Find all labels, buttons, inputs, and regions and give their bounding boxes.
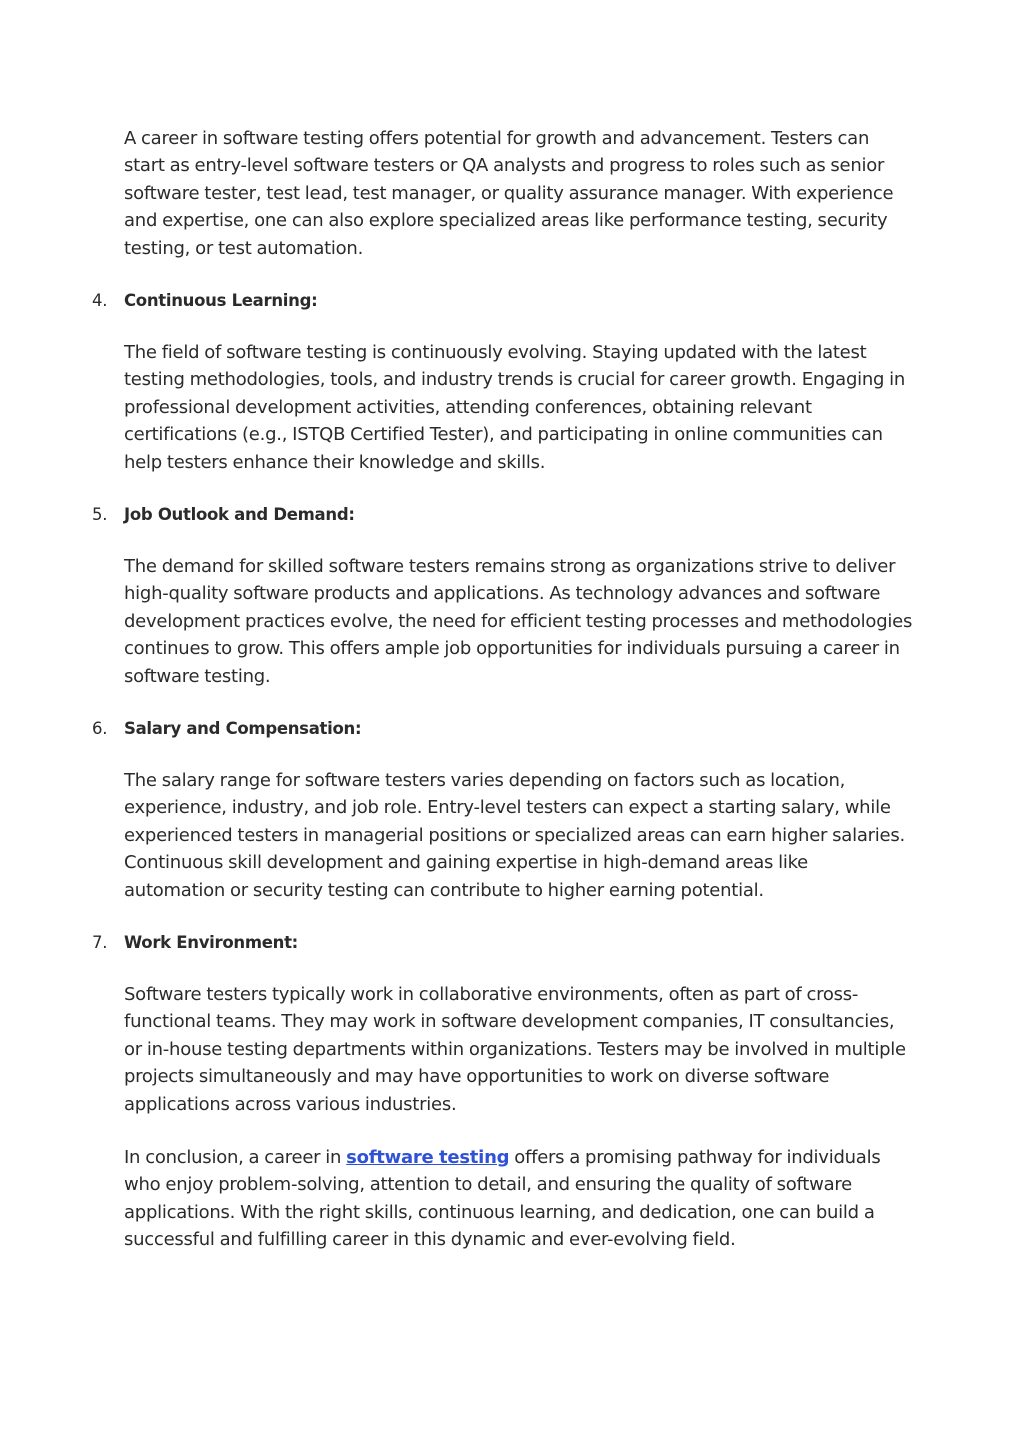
section-title: Job Outlook and Demand: (124, 505, 355, 524)
conclusion-text-before: In conclusion, a career in (124, 1147, 347, 1168)
section-heading-continuous-learning (92, 290, 912, 312)
section-number: 7. (92, 933, 108, 952)
section-title: Salary and Compensation: (124, 719, 362, 738)
section-body-work-environment: Software testers typically work in collaborative environments, often as part of cross-functional teams. They may work in software development companies, IT consultancies, or in-house testing departments within organizations. Testers may be involved in multiple projects simultaneously and may have opportunities to work on diverse software applications across various industries. (124, 984, 906, 1115)
software-testing-link[interactable]: software testing (346, 1147, 510, 1168)
section-title: Continuous Learning: (124, 291, 318, 310)
section-title: Work Environment: (124, 933, 298, 952)
section-number: 4. (92, 291, 108, 310)
conclusion-text-after: offers a promising pathway for individuals who enjoy problem-solving, attention to detail, and ensuring the quality of software applications. With the right skills, continuous learning, and dedication, one can build a successful and fulfilling career in this dynamic and ever-evolving field. (124, 1147, 881, 1251)
section-body-job-outlook: The demand for skilled software testers remains strong as organizations strive to deliver high-quality software products and applications. As technology advances and software development practices evolve, the need for efficient testing processes and methodologies continues to grow. This offers ample job opportunities for individuals pursuing a career in software testing. (124, 556, 913, 687)
section-number: 5. (92, 505, 108, 524)
section-heading-work-environment (92, 932, 912, 954)
section-body-salary: The salary range for software testers varies depending on factors such as location, experience, industry, and job role. Entry-level testers can expect a starting salary, while experienced testers in managerial positions or specialized areas can earn higher salaries. Continuous skill development and gaining expertise in high-demand areas like automation or security testing can contribute to higher earning potential. (124, 770, 905, 901)
section-number: 6. (92, 719, 108, 738)
intro-paragraph: A career in software testing offers potential for growth and advancement. Testers can start as entry-level software testers or QA analysts and progress to roles such as senior software tester, test lead, test manager, or quality assurance manager. With experience and expertise, one can also explore specialized areas like performance testing, security testing, or test automation. (124, 128, 894, 259)
section-heading-job-outlook (92, 504, 912, 526)
section-heading-salary (92, 718, 912, 740)
section-body-continuous-learning: The field of software testing is continuously evolving. Staying updated with the latest testing methodologies, tools, and industry trends is crucial for career growth. Engaging in professional development activities, attending conferences, obtaining relevant certifications (e.g., ISTQB Certified Tester), and participating in online communities can help testers enhance their knowledge and skills. (124, 342, 906, 473)
conclusion-paragraph (124, 1144, 914, 1254)
